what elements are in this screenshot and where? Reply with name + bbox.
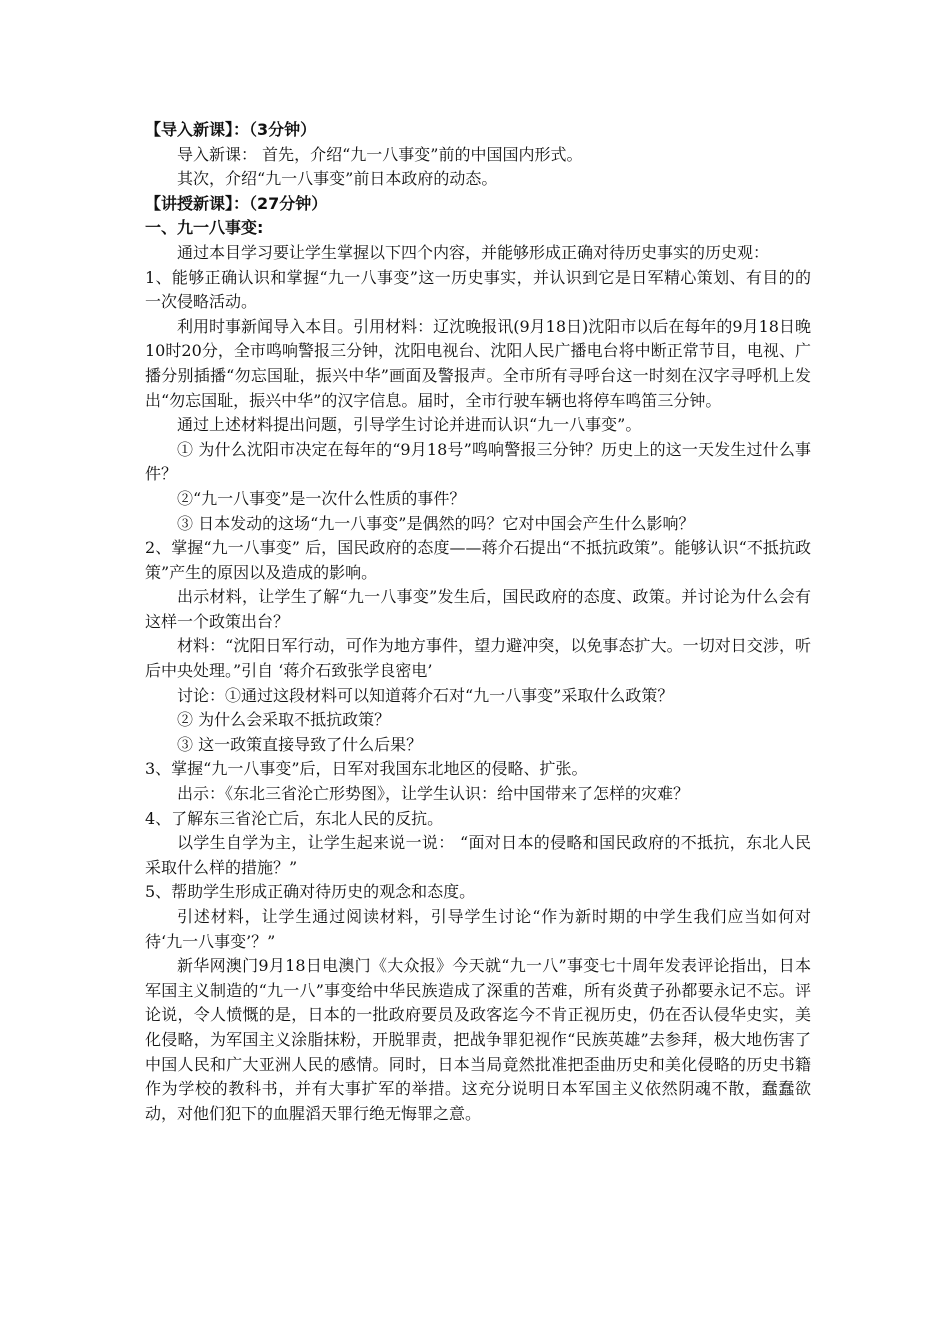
question-2: ②“九一八事变”是一次什么性质的事件？ (177, 488, 466, 508)
question-1: ① 为什么沈阳市决定在每年的“9月18号”鸣响警报三分钟？历史上的这一天发生过什么事件？ (145, 439, 811, 484)
item-2: 2、掌握“九一八事变” 后，国民政府的态度——蒋介石提出“不抵抗政策”。能够认识“不抵抗政策”产生的原因以及造成的影响。 (145, 538, 811, 582)
item-5-text: 引述材料，让学生通过阅读材料，引导学生讨论“作为新时期的中学生我们应当如何对待‘九一八事变’？” (145, 907, 811, 951)
intro-line-2: 其次，介绍“九一八事变”前日本政府的动态。 (177, 169, 498, 189)
discussion-1: 讨论：①通过这段材料可以知道蒋介石对“九一八事变”采取什么政策？ (177, 685, 674, 705)
discussion-2: ② 为什么会采取不抵抗政策？ (177, 710, 391, 730)
item-2-text: 出示材料，让学生了解“九一八事变”发生后，国民政府的态度、政策。并讨论为什么会有这样一个政策出台？ (145, 587, 811, 631)
question-3: ③ 日本发动的这场“九一八事变”是偶然的吗？它对中国会产生什么影响？ (177, 513, 695, 533)
item-3: 3、掌握“九一八事变”后，日军对我国东北地区的侵略、扩张。 (145, 759, 588, 779)
part1-heading: 一、九一八事变: (145, 218, 264, 238)
item-1-question-intro: 通过上述材料提出问题，引导学生讨论并进而认识“九一八事变”。 (177, 415, 642, 435)
item-3-text: 出示：《东北三省沦亡形势图》，让学生认识：给中国带来了怎样的灾难？ (177, 784, 690, 804)
objective-intro: 通过本目学习要让学生掌握以下四个内容，并能够形成正确对待历史事实的历史观： (177, 242, 770, 262)
discussion-3: ③ 这一政策直接导致了什么后果？ (177, 734, 423, 754)
document-page (145, 118, 811, 1126)
item-4-text: 以学生自学为主，让学生起来说一说： “面对日本的侵略和国民政府的不抵抗，东北人民采取什么样的措施？” (145, 833, 811, 877)
material-quote: 材料：“沈阳日军行动，可作为地方事件，望力避冲突，以免事态扩大。一切对日交涉，听后中央处理。”引自 ‘蒋介石致张学良密电’ (145, 636, 811, 681)
item-5: 5、帮助学生形成正确对待历史的观念和态度。 (145, 882, 476, 902)
item-4: 4、了解东三省沦亡后，东北人民的反抗。 (145, 808, 444, 828)
news-paragraph: 新华网澳门9月18日电澳门《大众报》今天就“九一八”事变七十周年发表评论指出，日本军国主义制造的“九一八”事变给中华民族造成了深重的苦难，所有炎黄子孙都要永记不忘。评论说，令人愤慨的是，日本的一批政府要员及政客迄今不肯正视历史，仍在否认侵华史实，美化侵略，为军国主义涂脂抹粉，开脱罪责，把战争罪犯视作“民族英雄”去参拜，极大地伤害了中国人民和广大亚洲人民的感情。同时，日本当局竟然批准把歪曲历史和美化侵略的历史书籍作为学校的教科书，并有大事扩军的举措。这充分说明日本军国主义依然阴魂不散，蠢蠢欲动，对他们犯下的血腥滔天罪行绝无悔罪之意。 (145, 956, 811, 1123)
intro-heading: 【导入新课】：（3分钟） (145, 120, 317, 139)
intro-line-1: 导入新课： 首先，介绍“九一八事变”前的中国国内形式。 (177, 144, 583, 164)
lecture-heading: 【讲授新课】：（27分钟） (145, 193, 328, 213)
item-1: 1、能够正确认识和掌握“九一八事变”这一历史事实，并认识到它是日军精心策划、有目的的一次侵略活动。 (145, 267, 811, 312)
item-1-text: 利用时事新闻导入本目。引用材料：辽沈晚报讯(9月18日)沈阳市以后在每年的9月18日晚10时20分，全市鸣响警报三分钟，沈阳电视台、沈阳人民广播电台将中断正常节目，电视、广播分别插播“勿忘国耻，振兴中华”画面及警报声。全市所有寻呼台这一时刻在汉字寻呼机上发出“勿忘国耻，振兴中华”的汉字信息。届时，全市行驶车辆也将停车鸣笛三分钟。 (145, 316, 811, 410)
